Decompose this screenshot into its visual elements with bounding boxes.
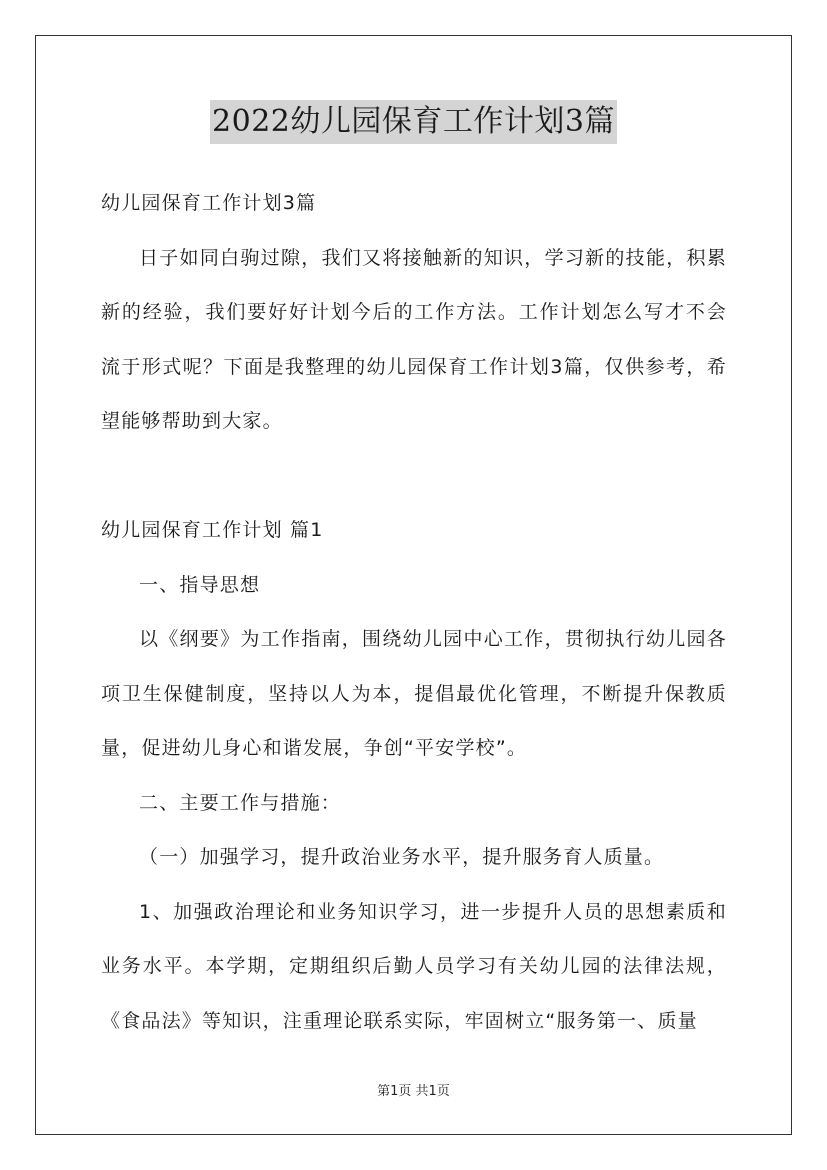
subheading-strengthen-study: （一）加强学习，提升政治业务水平，提升服务育人质量。 — [139, 846, 665, 868]
intro-paragraph: 日子如同白驹过隙，我们又将接触新的知识，学习新的技能，积累新的经验，我们要好好计划今后的工作方法。工作计划怎么写才不会流于形式呢？下面是我整理的幼儿园保育工作计划3篇，仅供参考，希望能够帮助到大家。 — [101, 246, 727, 432]
page-footer: 第1页 共1页 — [377, 1084, 450, 1099]
heading-main-work: 二、主要工作与措施： — [139, 791, 342, 814]
title-container — [0, 100, 827, 144]
heading-guiding-thought: 一、指导思想 — [139, 573, 261, 596]
blank-line — [101, 449, 727, 504]
paragraph-political-study: 1、加强政治理论和业务知识学习，进一步提升人员的思想素质和业务水平。本学期，定期组织后勤人员学习有关幼儿园的法律法规，《食品法》等知识，注重理论联系实际，牢固树立“服务第一、质量 — [101, 900, 727, 1032]
section-heading: 幼儿园保育工作计划 篇1 — [101, 519, 324, 541]
document-title: 2022幼儿园保育工作计划3篇 — [210, 100, 617, 144]
document-body — [101, 176, 727, 1048]
subtitle: 幼儿园保育工作计划3篇 — [101, 192, 317, 214]
paragraph-guiding-thought: 以《纲要》为工作指南，围绕幼儿园中心工作，贯彻执行幼儿园各项卫生保健制度，坚持以人为本，提倡最优化管理，不断提升保教质量，促进幼儿身心和谐发展，争创“平安学校”。 — [101, 628, 727, 759]
